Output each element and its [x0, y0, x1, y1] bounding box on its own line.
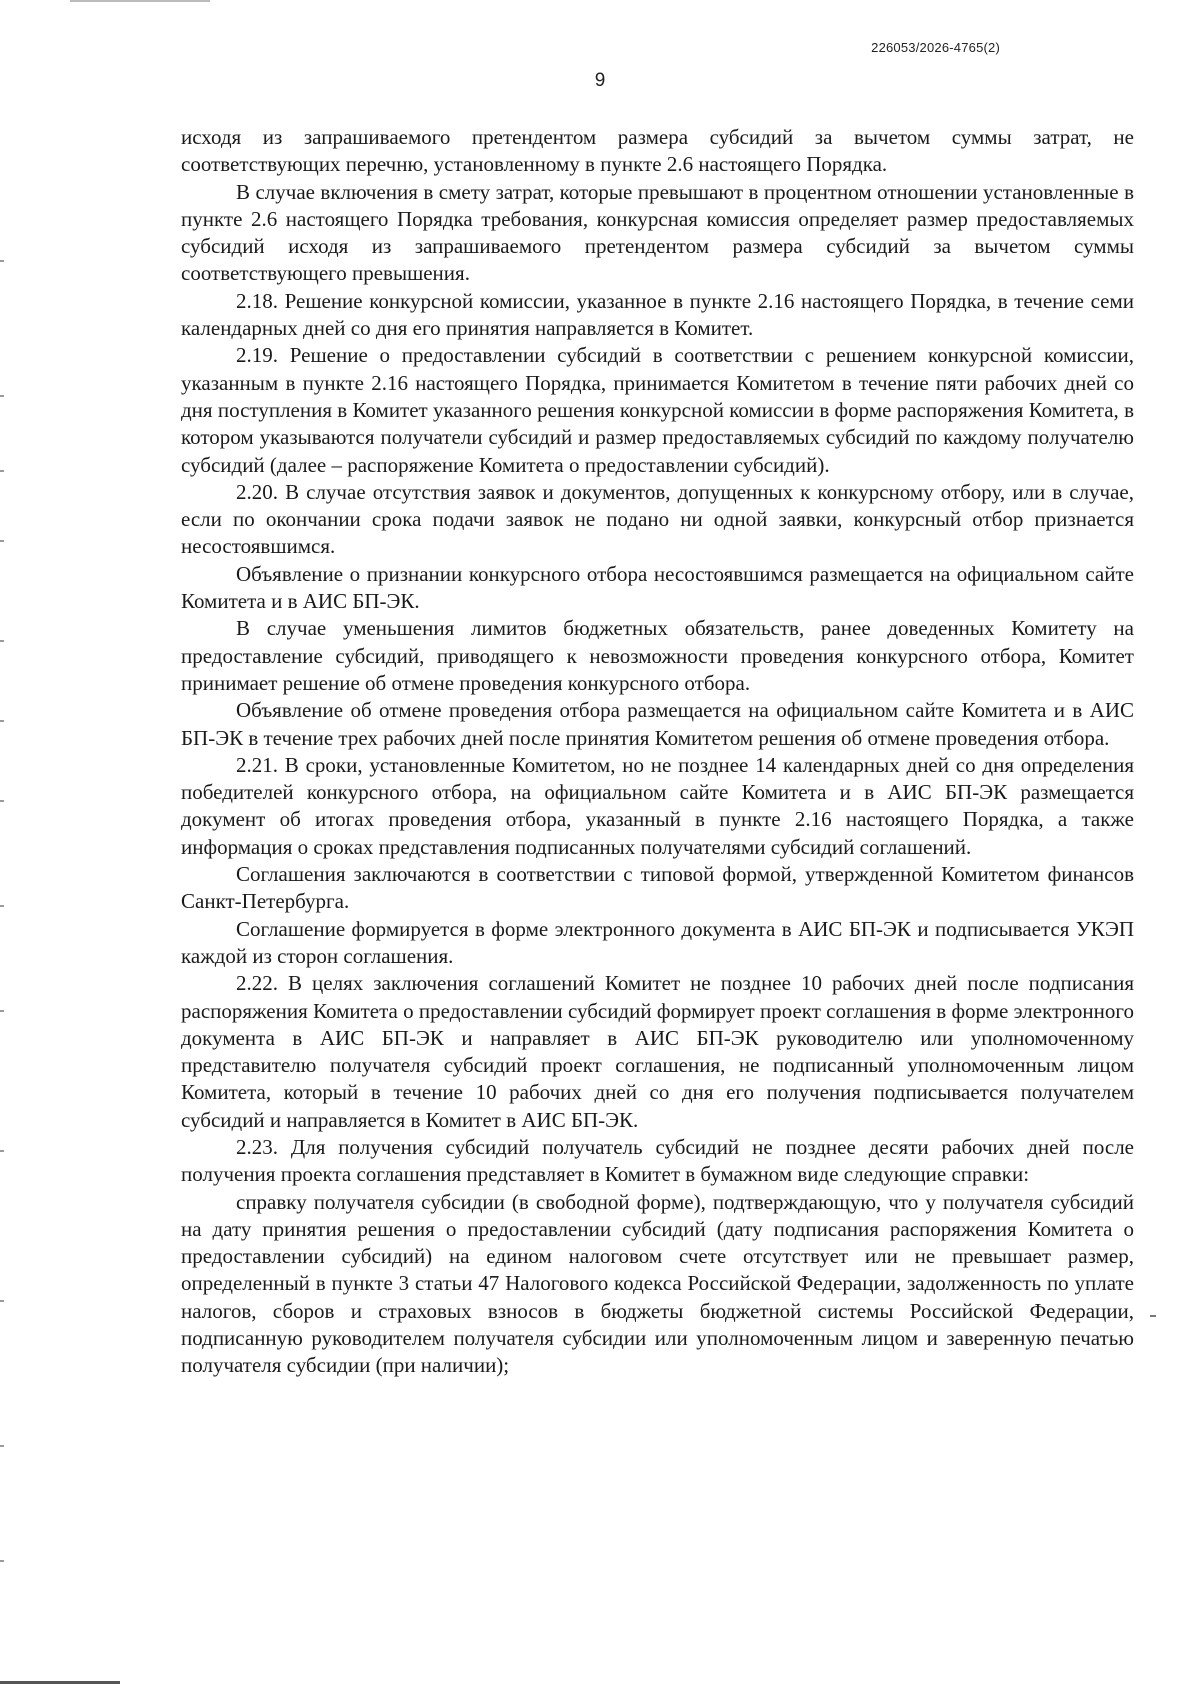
scan-artifact-top: [70, 0, 210, 2]
document-id: 226053/2026-4765(2): [871, 40, 1000, 55]
scan-edge-marks: [0, 0, 6, 1690]
paragraph-list-item: справку получателя субсидии (в свободной форме), подтверждающую, что у получателя субсидий на дату принятия решения о предоставлении субсидий (дату подписания распоряжения Комитета о предоставлении субсидий) на едином налоговом счете отсутствует или не превышает размер, определенный в пункте 3 статьи 47 Налогового кодекса Российской Федерации, задолженность по уплате налогов, сборов и страховых взносов в бюджеты бюджетной системы Российской Федерации, подписанную руководителем получателя субсидии или уполномоченным лицом и заверенную печатью получателя субсидии (при наличии);: [181, 1189, 1134, 1378]
paragraph: Объявление об отмене проведения отбора размещается на официальном сайте Комитета и в АИС БП-ЭК в течение трех рабочих дней после принятия Комитетом решения об отмене проведения отбора.: [181, 698, 1134, 750]
paragraph-continuation: исходя из запрашиваемого претендентом размера субсидий за вычетом суммы затрат, не соответствующих перечню, установленному в пункте 2.6 настоящего Порядка.: [181, 125, 1134, 177]
paragraph: Объявление о признании конкурсного отбора несостоявшимся размещается на официальном сайте Комитета и в АИС БП-ЭК.: [181, 561, 1134, 614]
paragraph-2-22: 2.22. В целях заключения соглашений Комитет не позднее 10 рабочих дней после подписания распоряжения Комитета о предоставлении субсидий формирует проект соглашения в форме электронного документа в АИС БП-ЭК и направляет в АИС БП-ЭК руководителю или уполномоченному представителю получателя субсидий проект соглашения, не подписанный уполномоченным лицом Комитета, который в течение 10 рабочих дней со дня его получения подписывается получателем субсидий и направляется в Комитет в АИС БП-ЭК.: [181, 971, 1134, 1132]
paragraph: Соглашения заключаются в соответствии с типовой формой, утвержденной Комитетом финансов Санкт-Петербурга.: [181, 862, 1134, 914]
paragraph-2-20: 2.20. В случае отсутствия заявок и документов, допущенных к конкурсному отбору, или в случае, если по окончании срока подачи заявок не подано ни одной заявки, конкурсный отбор признается несостоявшимся.: [181, 479, 1134, 559]
scan-artifact-side: [1150, 1315, 1156, 1317]
paragraph: В случае включения в смету затрат, которые превышают в процентном отношении установленные в пункте 2.6 настоящего Порядка требования, конкурсная комиссия определяет размер предоставляемых субсидий исходя из запрашиваемого претендентом размера субсидий за вычетом суммы соответствующего превышения.: [181, 179, 1134, 286]
paragraph-2-18: 2.18. Решение конкурсной комиссии, указанное в пункте 2.16 настоящего Порядка, в течение семи календарных дней со дня его принятия направляется в Комитет.: [181, 288, 1134, 341]
paragraph-2-21: 2.21. В сроки, установленные Комитетом, но не позднее 14 календарных дней со дня определения победителей конкурсного отбора, на официальном сайте Комитета и в АИС БП-ЭК размещается документ об итогах проведения отбора, указанный в пункте 2.16 настоящего Порядка, а также информация о сроках представления подписанных получателями субсидий соглашений.: [181, 752, 1134, 859]
scan-artifact-bottom: [0, 1681, 120, 1684]
document-body: [181, 124, 1134, 1380]
paragraph-2-19: 2.19. Решение о предоставлении субсидий в соответствии с решением конкурсной комиссии, указанным в пункте 2.16 настоящего Порядка, принимается Комитетом в течение пяти рабочих дней со дня поступления в Комитет указанного решения конкурсной комиссии в форме распоряжения Комитета, в котором указываются получатели субсидий и размер предоставляемых субсидий по каждому получателю субсидий (далее – распоряжение Комитета о предоставлении субсидий).: [181, 343, 1134, 477]
paragraph-2-23: 2.23. Для получения субсидий получатель субсидий не позднее десяти рабочих дней после получения проекта соглашения представляет в Комитет в бумажном виде следующие справки:: [181, 1134, 1134, 1187]
page-number: 9: [594, 70, 606, 91]
paragraph: Соглашение формируется в форме электронного документа в АИС БП-ЭК и подписывается УКЭП каждой из сторон соглашения.: [181, 916, 1134, 968]
paragraph: В случае уменьшения лимитов бюджетных обязательств, ранее доведенных Комитету на предоставление субсидий, приводящего к невозможности проведения конкурсного отбора, Комитет принимает решение об отмене проведения конкурсного отбора.: [181, 616, 1134, 695]
